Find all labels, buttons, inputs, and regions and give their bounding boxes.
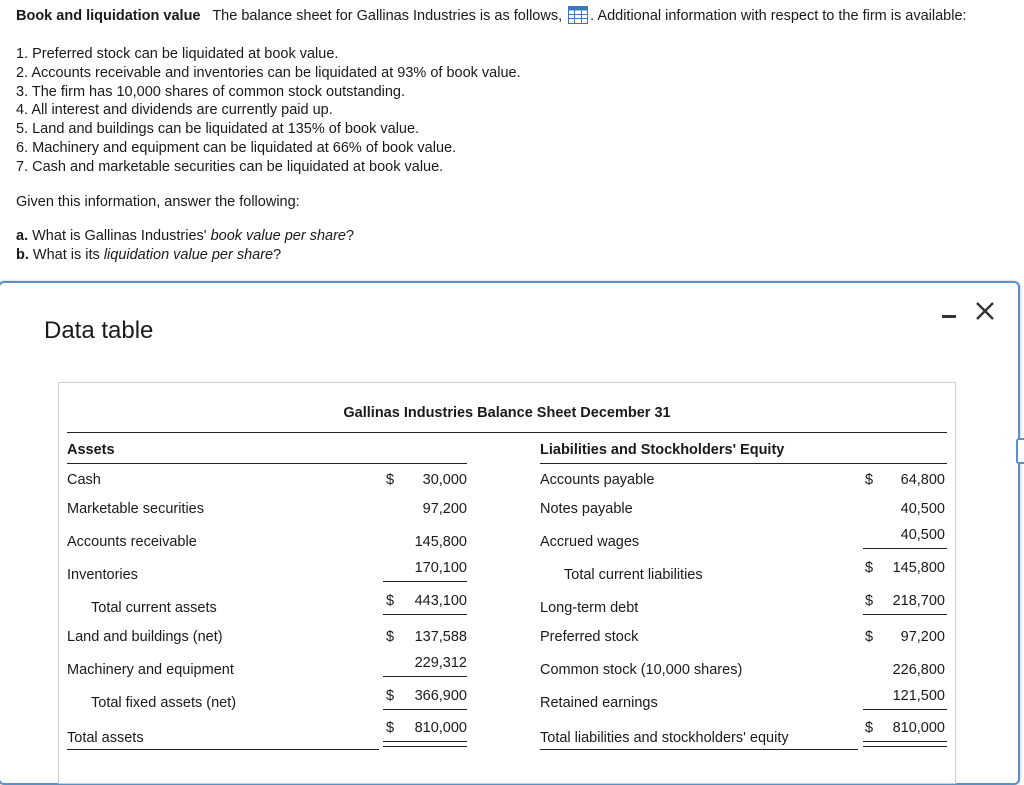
list-item: 5. Land and buildings can be liquidated at 135% of book value.	[16, 121, 420, 138]
question-b-label: b.	[16, 247, 29, 263]
intro-continuation: . Additional information with respect to the firm is available:	[590, 8, 967, 24]
inventories-value: 170,100	[414, 560, 467, 576]
scrollbar-handle[interactable]	[1016, 438, 1024, 464]
divider	[383, 581, 467, 582]
double-underline	[383, 741, 467, 747]
divider	[863, 614, 947, 615]
currency-symbol: $	[386, 472, 395, 488]
list-item: 3. The firm has 10,000 shares of common stock outstanding.	[16, 83, 406, 100]
accounts-receivable-label: Accounts receivable	[67, 534, 197, 550]
preferred-stock-value: 97,200	[900, 629, 945, 645]
machinery-equipment-value: 229,312	[414, 655, 467, 671]
currency-symbol: $	[386, 593, 395, 609]
marketable-securities-label: Marketable securities	[67, 501, 204, 517]
accounts-receivable-value: 145,800	[414, 534, 467, 550]
list-item: 2. Accounts receivable and inventories can be liquidated at 93% of book value.	[16, 64, 521, 81]
list-item: 4. All interest and dividends are currently paid up.	[16, 102, 333, 119]
list-item: 7. Cash and marketable securities can be liquidated at book value.	[16, 158, 444, 175]
accrued-wages-value: 40,500	[900, 527, 945, 543]
notes-payable-value: 40,500	[900, 501, 945, 517]
total-current-liabilities-label: Total current liabilities	[564, 567, 703, 583]
long-term-debt-value: 218,700	[892, 593, 945, 609]
divider	[67, 463, 467, 464]
marketable-securities-value: 97,200	[422, 501, 467, 517]
notes-payable-label: Notes payable	[540, 501, 633, 517]
divider	[540, 749, 858, 750]
double-underline	[863, 741, 947, 747]
balance-sheet-table	[58, 382, 956, 784]
question-a-mark: ?	[346, 228, 355, 244]
currency-symbol: $	[865, 720, 874, 736]
intro-text: The balance sheet for Gallinas Industries is as follows,	[212, 8, 563, 24]
list-item: 1. Preferred stock can be liquidated at book value.	[16, 46, 339, 62]
currency-symbol: $	[865, 593, 874, 609]
machinery-equipment-label: Machinery and equipment	[67, 662, 234, 678]
total-fixed-assets-label: Total fixed assets (net)	[91, 695, 237, 711]
question-a-label: a.	[16, 228, 29, 244]
currency-symbol: $	[865, 472, 874, 488]
inventories-label: Inventories	[67, 567, 138, 583]
retained-earnings-label: Retained earnings	[540, 695, 658, 711]
land-buildings-label: Land and buildings (net)	[67, 629, 223, 645]
currency-symbol: $	[865, 560, 874, 576]
total-current-assets-value: 443,100	[414, 593, 467, 609]
accounts-payable-value: 64,800	[900, 472, 945, 488]
divider	[863, 709, 947, 710]
divider	[540, 463, 947, 464]
questions	[16, 227, 354, 265]
divider	[863, 548, 947, 549]
divider	[67, 749, 379, 750]
currency-symbol: $	[386, 720, 395, 736]
common-stock-label: Common stock (10,000 shares)	[540, 662, 743, 678]
total-current-liabilities-value: 145,800	[892, 560, 945, 576]
liabilities-header: Liabilities and Stockholders' Equity	[540, 442, 785, 458]
assets-header: Assets	[67, 442, 115, 458]
currency-symbol: $	[386, 688, 395, 704]
accrued-wages-label: Accrued wages	[540, 534, 640, 550]
minimize-icon[interactable]	[940, 302, 958, 320]
question-b-mark: ?	[273, 247, 282, 263]
close-icon[interactable]	[973, 299, 997, 323]
total-fixed-assets-value: 366,900	[414, 688, 467, 704]
question-b	[16, 246, 354, 265]
common-stock-value: 226,800	[892, 662, 945, 678]
total-liabilities-value: 810,000	[892, 720, 945, 736]
question-b-emphasis: liquidation value per share	[103, 247, 274, 263]
balance-sheet-title: Gallinas Industries Balance Sheet December 31	[343, 405, 671, 421]
cash-label: Cash	[67, 472, 101, 488]
retained-earnings-value: 121,500	[892, 688, 945, 704]
divider	[383, 676, 467, 677]
total-liabilities-label: Total liabilities and stockholders' equity	[540, 730, 789, 746]
question-a	[16, 227, 354, 246]
info-list	[16, 45, 521, 177]
intro-line	[16, 6, 967, 24]
preferred-stock-label: Preferred stock	[540, 629, 639, 645]
cash-value: 30,000	[422, 472, 467, 488]
divider	[383, 614, 467, 615]
data-table-icon[interactable]	[568, 6, 588, 24]
list-item: 6. Machinery and equipment can be liquidated at 66% of book value.	[16, 139, 457, 156]
question-b-text: What is its	[32, 247, 100, 263]
given-text: Given this information, answer the following:	[16, 194, 300, 210]
question-a-emphasis: book value per share	[210, 228, 346, 244]
modal-title: Data table	[44, 317, 154, 344]
currency-symbol: $	[386, 629, 395, 645]
long-term-debt-label: Long-term debt	[540, 600, 639, 616]
total-assets-label: Total assets	[67, 730, 144, 746]
question-a-text: What is Gallinas Industries'	[32, 228, 207, 244]
total-current-assets-label: Total current assets	[91, 600, 217, 616]
divider	[383, 709, 467, 710]
divider	[67, 432, 947, 433]
accounts-payable-label: Accounts payable	[540, 472, 655, 488]
problem-title: Book and liquidation value	[16, 8, 201, 24]
currency-symbol: $	[865, 629, 874, 645]
total-assets-value: 810,000	[414, 720, 467, 736]
land-buildings-value: 137,588	[414, 629, 467, 645]
